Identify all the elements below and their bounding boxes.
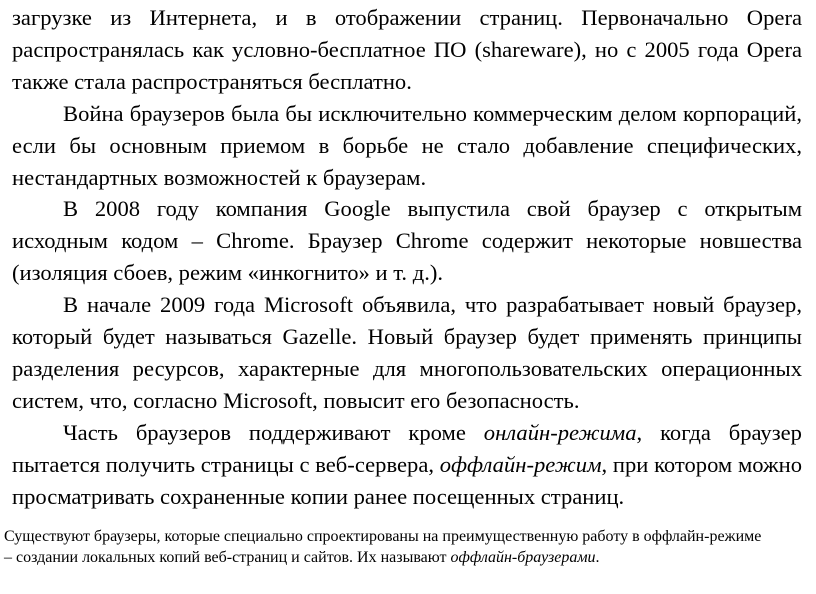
- text-span: , при котором можно просматривать сохраненные копии ранее посещенных страниц.: [12, 451, 802, 509]
- italic-term-online: онлайн-режима: [483, 419, 637, 445]
- text-span: .: [595, 549, 600, 566]
- italic-term-offline-browsers: оффлайн-браузерами: [450, 549, 596, 566]
- main-text: [12, 2, 802, 513]
- text-span: Существуют браузеры, которые специально спроектированы на преимущественную работу в оффлайн-режиме – создании локальных копий веб-страниц и сайтов. Их называют: [4, 528, 762, 566]
- paragraph-chrome: В 2008 году компания Google выпустила свой браузер с открытым исходным кодом – Chrome. Браузер Chrome содержит некоторые новшества (изоляция сбоев, режим «инкогнито» и т. д.).: [12, 196, 802, 286]
- paragraph-offline-browsers: [4, 526, 764, 568]
- italic-term-offline: оффлайн-режим: [439, 451, 602, 477]
- text-span: , когда браузер пытается получить страницы с веб-сервера,: [12, 419, 802, 477]
- paragraph-offline-mode: [12, 417, 802, 513]
- paragraph-continuation: загрузке из Интернета, и в отображении страниц. Первоначально Opera распространялась как условно-бесплатное ПО (shareware), но с 2005 года Opera также стала распространяться бесплатно.: [12, 5, 802, 94]
- footnote-text: [4, 526, 764, 568]
- paragraph-gazelle: В начале 2009 года Microsoft объявила, что разрабатывает новый браузер, который будет называться Gazelle. Новый браузер будет применять принципы разделения ресурсов, характерные для многопользовательских операционных систем, что, согласно Microsoft, повысит его безопасность.: [12, 292, 802, 413]
- paragraph-browser-war: Война браузеров была бы исключительно коммерческим делом корпораций, если бы основным приемом в борьбе не стало добавление специфических, нестандартных возможностей к браузерам.: [12, 100, 802, 190]
- text-span: Часть браузеров поддерживают кроме: [63, 419, 484, 445]
